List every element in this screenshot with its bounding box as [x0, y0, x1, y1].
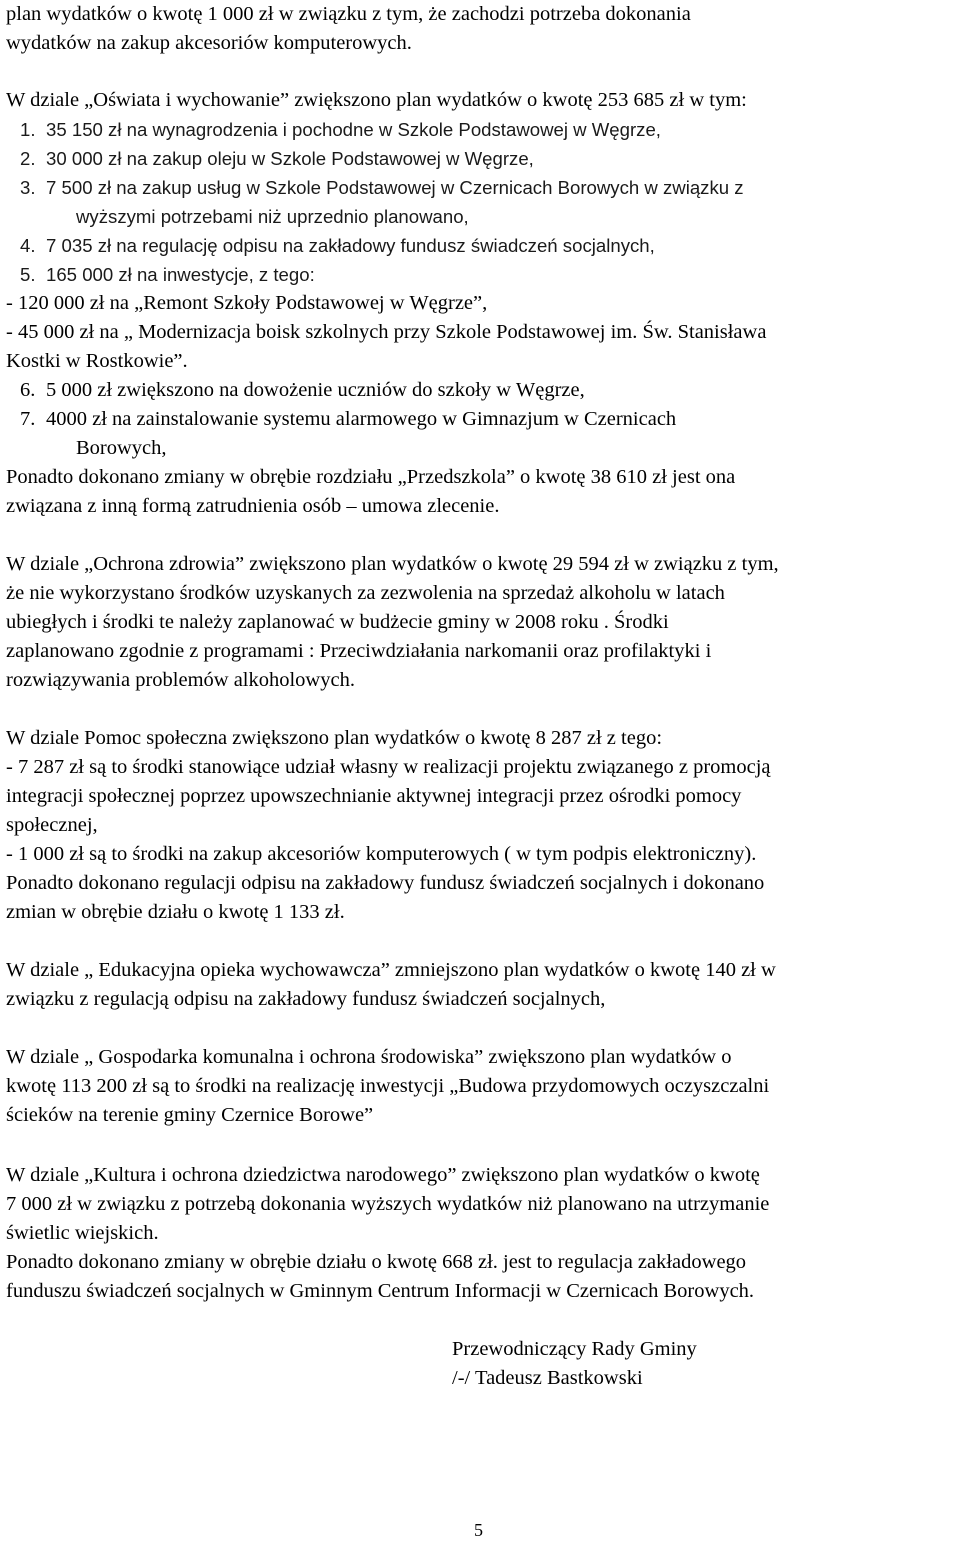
section-heading: W dziale „Oświata i wychowanie” zwiększono plan wydatków o kwotę 253 685 zł w tym: — [6, 89, 747, 111]
signature-block — [452, 1335, 697, 1393]
pomoc-paragraph — [6, 724, 956, 927]
text-line: społecznej, — [6, 814, 98, 836]
kultura-paragraph — [6, 1161, 956, 1306]
gospodarka-paragraph — [6, 1043, 956, 1130]
text-line: zmian w obrębie działu o kwotę 1 133 zł. — [6, 901, 345, 923]
text-line: W dziale „ Edukacyjna opieka wychowawcza” zmniejszono plan wydatków o kwotę 140 zł w — [6, 959, 776, 981]
text-line: Ponadto dokonano zmiany w obrębie działu o kwotę 668 zł. jest to regulacja zakładowego — [6, 1251, 747, 1273]
text-line: W dziale „Ochrona zdrowia” zwiększono plan wydatków o kwotę 29 594 zł w związku z tym, — [6, 553, 779, 575]
edukacyjna-paragraph — [6, 956, 956, 1014]
text-line: zaplanowano zgodnie z programami : Przeciwdziałania narkomanii oraz profilaktyki i — [6, 640, 712, 662]
text-line: 7 000 zł w związku z potrzebą dokonania wyższych wydatków niż planowano na utrzymanie — [6, 1193, 770, 1215]
sub-item-continuation: Kostki w Rostkowie”. — [6, 350, 188, 372]
text-line: - 7 287 zł są to środki stanowiące udział własny w realizacji projektu związanego z promocją — [6, 756, 771, 778]
page-number: 5 — [474, 1520, 483, 1540]
list-item: 6. 5 000 zł zwiększono na dowożenie uczniów do szkoły w Węgrze, — [20, 379, 585, 401]
text-line: rozwiązywania problemów alkoholowych. — [6, 669, 355, 691]
text-line: świetlic wiejskich. — [6, 1222, 159, 1244]
list-item: 2. 30 000 zł na zakup oleju w Szkole Podstawowej w Węgrze, — [20, 148, 534, 169]
text-line: integracji społecznej poprzez upowszechnianie aktywnej integracji przez ośrodki pomocy — [6, 785, 742, 807]
text-line: ścieków na terenie gminy Czernice Borowe” — [6, 1104, 374, 1126]
text-line: że nie wykorzystano środków uzyskanych za zezwolenia na sprzedaż alkoholu w latach — [6, 582, 725, 604]
intro-paragraph — [6, 0, 956, 58]
zdrowie-paragraph — [6, 550, 956, 695]
text-line: W dziale „Kultura i ochrona dziedzictwa narodowego” zwiększono plan wydatków o kwotę — [6, 1164, 760, 1186]
list-item: 1. 35 150 zł na wynagrodzenia i pochodne w Szkole Podstawowej w Węgrze, — [20, 119, 661, 140]
text-line: Ponadto dokonano zmiany w obrębie rozdziału „Przedszkola” o kwotę 38 610 zł jest ona — [6, 466, 736, 488]
text-line: - 1 000 zł są to środki na zakup akcesoriów komputerowych ( w tym podpis elektroniczny). — [6, 843, 757, 865]
text-line: plan wydatków o kwotę 1 000 zł w związku z tym, że zachodzi potrzeba dokonania — [6, 3, 691, 25]
list-item: 4. 7 035 zł na regulację odpisu na zakładowy fundusz świadczeń socjalnych, — [20, 235, 655, 256]
sub-item: - 120 000 zł na „Remont Szkoły Podstawowej w Węgrze”, — [6, 292, 488, 314]
text-line: Ponadto dokonano regulacji odpisu na zakładowy fundusz świadczeń socjalnych i dokonano — [6, 872, 765, 894]
sub-item: - 45 000 zł na „ Modernizacja boisk szkolnych przy Szkole Podstawowej im. Św. Stanisława — [6, 321, 767, 343]
list-item-continuation: wyższymi potrzebami niż uprzednio planowano, — [76, 206, 469, 227]
list-item: 5. 165 000 zł na inwestycje, z tego: — [20, 264, 315, 285]
text-line: W dziale Pomoc społeczna zwiększono plan wydatków o kwotę 8 287 zł z tego: — [6, 727, 663, 749]
text-line: związku z regulacją odpisu na zakładowy fundusz świadczeń socjalnych, — [6, 988, 606, 1010]
text-line: kwotę 113 200 zł są to środki na realizację inwestycji „Budowa przydomowych oczyszczalni — [6, 1075, 770, 1097]
signature-title: Przewodniczący Rady Gminy — [452, 1338, 697, 1360]
text-line: wydatków na zakup akcesoriów komputerowych. — [6, 32, 412, 54]
text-line: W dziale „ Gospodarka komunalna i ochrona środowiska” zwiększono plan wydatków o — [6, 1046, 732, 1068]
text-line: funduszu świadczeń socjalnych w Gminnym Centrum Informacji w Czernicach Borowych. — [6, 1280, 755, 1302]
oswiata-section — [6, 86, 956, 521]
text-line: ubiegłych i środki te należy zaplanować w budżecie gminy w 2008 roku . Środki — [6, 611, 669, 633]
text-line: związana z inną formą zatrudnienia osób – umowa zlecenie. — [6, 495, 500, 517]
list-item: 7. 4000 zł na zainstalowanie systemu alarmowego w Gimnazjum w Czernicach — [20, 408, 677, 430]
signature-name: /-/ Tadeusz Bastkowski — [452, 1367, 643, 1389]
list-item-continuation: Borowych, — [76, 437, 167, 459]
list-item: 3. 7 500 zł na zakup usług w Szkole Podstawowej w Czernicach Borowych w związku z — [20, 177, 744, 198]
